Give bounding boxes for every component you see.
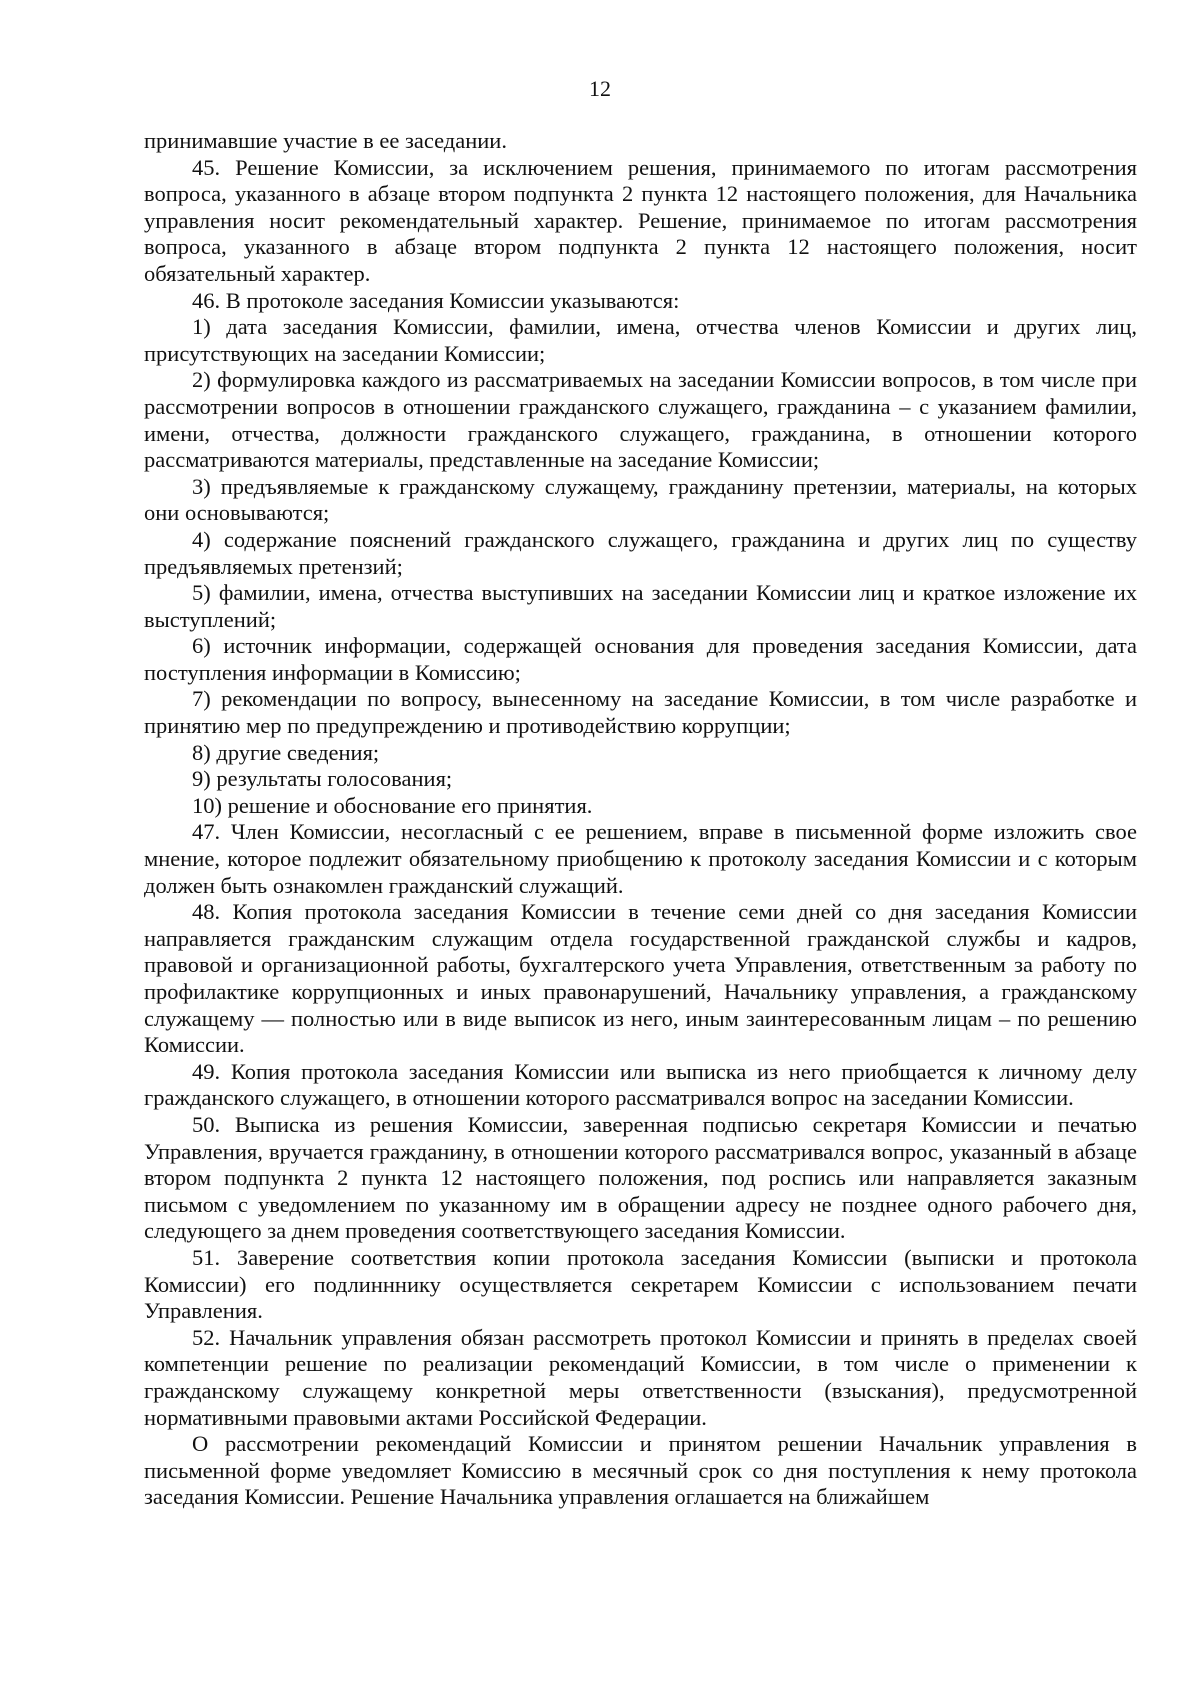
list-item-9: 9) результаты голосования; xyxy=(192,766,453,792)
paragraph-49: 49. Копия протокола заседания Комиссии или выписка из него приобщается к личному делу гражданского служащего, в отношении которого рассматривался вопрос на заседании Комиссии. xyxy=(144,1058,1137,1111)
paragraph-47: 47. Член Комиссии, несогласный с ее решением, вправе в письменной форме изложить свое мнение, которое подлежит обязательному приобщению к протоколу заседания Комиссии и с которым должен быть ознакомлен гражданский служащий. xyxy=(144,819,1137,898)
paragraph-52-continued: О рассмотрении рекомендаций Комиссии и принятом решении Начальник управления в письменной форме уведомляет Комиссию в месячный срок со дня поступления к нему протокола заседания Комиссии. Решение Начальника управления оглашается на ближайшем xyxy=(144,1431,1137,1510)
page-number: 12 xyxy=(589,76,611,101)
list-item-4: 4) содержание пояснений гражданского служащего, гражданина и других лиц по существу предъявляемых претензий; xyxy=(144,526,1137,579)
paragraph-52: 52. Начальник управления обязан рассмотреть протокол Комиссии и принять в пределах своей компетенции решение по реализации рекомендаций Комиссии, в том числе о применении к гражданскому служащему конкретной меры ответственности (взыскания), предусмотренной нормативными правовыми актами Российской Федерации. xyxy=(144,1324,1137,1430)
list-item-6: 6) источник информации, содержащей основания для проведения заседания Комиссии, дата поступления информации в Комиссию; xyxy=(144,633,1137,685)
paragraph-continuation: принимавшие участие в ее заседании. xyxy=(144,128,507,153)
paragraph-45: 45. Решение Комиссии, за исключением решения, принимаемого по итогам рассмотрения вопроса, указанного в абзаце втором подпункта 2 пункта 12 настоящего положения, для Начальника управления носит рекомендательный характер. Решение, принимаемое по итогам рассмотрения вопроса, указанного в абзаце втором подпункта 2 пункта 12 настоящего положения, носит обязательный характер. xyxy=(144,154,1137,286)
list-item-8: 8) другие сведения; xyxy=(192,739,380,765)
list-item-7: 7) рекомендации по вопросу, вынесенному на заседание Комиссии, в том числе разработке и принятию мер по предупреждению и противодействию коррупции; xyxy=(144,686,1137,739)
list-item-5: 5) фамилии, имена, отчества выступивших на заседании Комиссии лиц и краткое изложение их выступлений; xyxy=(144,580,1137,632)
list-item-10: 10) решение и обоснование его принятия. xyxy=(192,792,593,818)
paragraph-46: 46. В протоколе заседания Комиссии указываются: xyxy=(192,287,680,313)
list-item-1: 1) дата заседания Комиссии, фамилии, имена, отчества членов Комиссии и других лиц, присутствующих на заседании Комиссии; xyxy=(144,314,1137,366)
paragraph-51: 51. Заверение соответствия копии протокола заседания Комиссии (выписки и протокола Комиссии) его подлинннику осуществляется секретарем Комиссии с использованием печати Управления. xyxy=(144,1244,1137,1324)
paragraph-48: 48. Копия протокола заседания Комиссии в течение семи дней со дня заседания Комиссии направляется гражданским служащим отдела государственной гражданской службы и кадров, правовой и организационной работы, бухгалтерского учета Управления, ответственным за работу по профилактике коррупционных и иных правонарушений, Начальнику управления, а гражданскому служащему — полностью или в виде выписок из него, иным заинтересованным лицам – по решению Комиссии. xyxy=(144,899,1137,1058)
list-item-3: 3) предъявляемые к гражданскому служащему, гражданину претензии, материалы, на которых они основываются; xyxy=(144,473,1137,526)
list-item-2: 2) формулировка каждого из рассматриваемых на заседании Комиссии вопросов, в том числе при рассмотрении вопросов в отношении гражданского служащего, гражданина – с указанием фамилии, имени, отчества, должности гражданского служащего, гражданина, в отношении которого рассматриваются материалы, представленные на заседание Комиссии; xyxy=(144,367,1137,473)
paragraph-50: 50. Выписка из решения Комиссии, заверенная подписью секретаря Комиссии и печатью Управления, вручается гражданину, в отношении которого рассматривался вопрос, указанный в абзаце втором подпункта 2 пункта 12 настоящего положения, под роспись или направляется заказным письмом с уведомлением по указанному им в обращении адресу не позднее одного рабочего дня, следующего за днем проведения соответствующего заседания Комиссии. xyxy=(144,1111,1137,1244)
document-body xyxy=(144,128,1137,1511)
